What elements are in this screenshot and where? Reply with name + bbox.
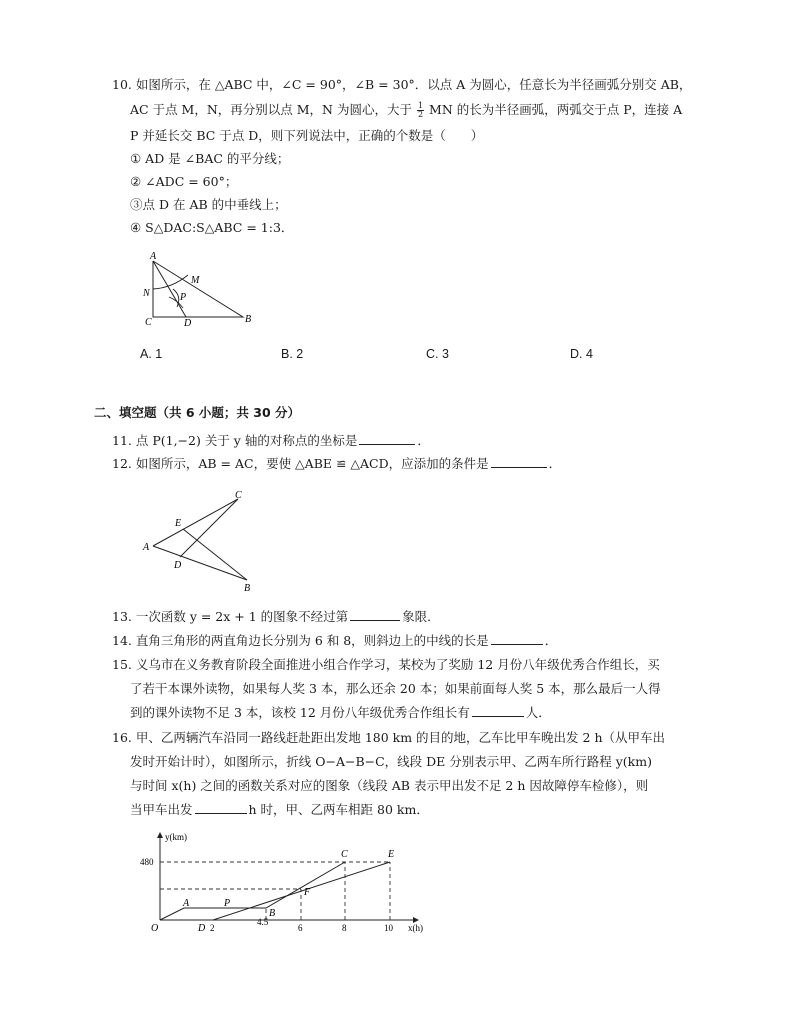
q13-text: 13. 一次函数 y = 2x + 1 的图象不经过第 <box>112 609 349 624</box>
q16-line-yi <box>213 862 390 920</box>
q11 <box>112 432 430 450</box>
q12-answer-blank[interactable] <box>491 455 547 468</box>
q16-end: h 时，甲、乙两车相距 80 km． <box>248 802 429 817</box>
q16-label-E: E <box>388 849 395 860</box>
q13 <box>112 608 440 626</box>
q16-label-B: B <box>269 908 276 919</box>
q16-label-P: P <box>224 898 231 909</box>
q10-statement-2: ② ∠ADC = 60°； <box>130 174 238 189</box>
q10-label-N: N <box>143 288 150 299</box>
q10-line2b: MN 的长为半径画弧，两弧交于点 P，连接 A <box>429 102 683 117</box>
q16-line3: 与时间 x(h) 之间的函数关系对应的图象（线段 AB 表示甲出发不足 2 h 因故障停车检修），则 <box>130 778 649 793</box>
q12-figure <box>140 485 265 595</box>
q12-label-C: C <box>235 490 242 501</box>
q10-statement-1: ① AD 是 ∠BAC 的平分线； <box>130 151 290 166</box>
q10-label-A: A <box>150 251 157 262</box>
q10-fraction <box>417 102 424 119</box>
q10-option-d[interactable]: D. 4 <box>570 347 593 361</box>
q10-label-D: D <box>184 318 192 329</box>
q16-label-A: A <box>183 898 190 909</box>
q11-answer-blank[interactable] <box>359 432 415 445</box>
q12-label-A: A <box>143 542 150 553</box>
q12-end: ． <box>548 456 562 471</box>
q10-label-P: P <box>180 292 187 303</box>
q12-label-D: D <box>174 560 182 571</box>
q14-text: 14. 直角三角形的两直角边长分别为 6 和 8，则斜边上的中线的长是 <box>112 633 489 648</box>
q15-line2: 了若干本课外读物，如果每人奖 3 本，那么还余 20 本；如果前面每人奖 5 本，那么最后一人得 <box>130 681 661 696</box>
q13-end: 象限． <box>402 609 440 624</box>
q10-line3: P 并延长交 BC 于点 D，则下列说法中，正确的个数是（ ） <box>130 128 484 143</box>
q10-line2 <box>130 101 682 119</box>
q12-text: 12. 如图所示，AB = AC，要使 △ABE ≌ △ACD，应添加的条件是 <box>112 456 489 471</box>
q16-answer-blank[interactable] <box>195 801 247 814</box>
q16-x-tick-4_5: 4.5 <box>257 917 269 927</box>
q14-end: ． <box>544 633 558 648</box>
q12-label-E: E <box>175 518 182 529</box>
q10-option-c[interactable]: C. 3 <box>426 347 449 361</box>
q10-label-B: B <box>245 314 252 325</box>
q15-answer-blank[interactable] <box>472 704 524 717</box>
q10-line2a: AC 于点 M，N，再分别以点 M，N 为圆心，大于 <box>130 102 412 117</box>
q14-answer-blank[interactable] <box>491 632 543 645</box>
q16-line4 <box>130 801 429 819</box>
q16-y-tick: 480 <box>140 857 154 867</box>
q16-x-tick-10: 10 <box>384 923 393 933</box>
q16-label-C: C <box>341 849 348 860</box>
q16-x-tick-6: 6 <box>298 923 303 933</box>
q16-line1: 16. 甲、乙两辆汽车沿同一路线赶赴距出发地 180 km 的目的地，乙车比甲车晚出发 2 h（从甲车出 <box>112 730 666 745</box>
q15-end: 人． <box>525 705 551 720</box>
q12 <box>112 455 561 473</box>
q12-label-B: B <box>244 583 251 594</box>
q11-text: 11. 点 P(1,−2) 关于 y 轴的对称点的坐标是 <box>112 433 358 448</box>
q16-graph <box>138 825 438 940</box>
q10-option-b[interactable]: B. 2 <box>281 347 304 361</box>
q10-label-C: C <box>145 317 152 328</box>
q10-frac-top: 1 <box>417 101 424 110</box>
q16-label-F: F <box>304 887 311 898</box>
q15-text: 到的课外读物不足 3 本，该校 12 月份八年级优秀合作组长有 <box>130 705 470 720</box>
q10-frac-bottom: 2 <box>417 110 424 119</box>
q16-y-axis-label: y(km) <box>165 832 187 842</box>
q16-label-D: D <box>198 923 206 934</box>
q16-line-jia <box>160 862 345 920</box>
q11-end: ． <box>417 433 430 448</box>
q16-x-tick-2: 2 <box>210 923 215 933</box>
q10-statement-3: ③点 D 在 AB 的中垂线上； <box>130 197 287 212</box>
q16-line2: 发时开始计时），如图所示，折线 O−A−B−C，线段 DE 分别表示甲、乙两车所行路程 y(km) <box>130 754 652 769</box>
q10-statement-4: ④ S△DAC:S△ABC = 1:3． <box>130 220 294 235</box>
q13-answer-blank[interactable] <box>350 608 400 621</box>
q15-line1: 15. 义乌市在义务教育阶段全面推进小组合作学习，某校为了奖励 12 月份八年级优秀合作组长，买 <box>112 657 660 672</box>
q10-option-a[interactable]: A. 1 <box>140 347 163 361</box>
q16-label-O: O <box>151 923 159 934</box>
section-heading: 二、填空题（共 6 小题；共 30 分） <box>94 405 301 420</box>
q14 <box>112 632 557 650</box>
q16-x-axis-label: x(h) <box>408 923 423 933</box>
q16-text: 当甲车出发 <box>130 802 193 817</box>
q16-x-tick-8: 8 <box>342 923 347 933</box>
q15-line3 <box>130 704 551 722</box>
q10-label-M: M <box>191 275 200 286</box>
q10-line1: 10. 如图所示，在 △ABC 中，∠C = 90°，∠B = 30°．以点 A 为圆心，任意长为半径画弧分别交 AB， <box>112 77 692 92</box>
q10-triangle-figure <box>140 250 265 332</box>
